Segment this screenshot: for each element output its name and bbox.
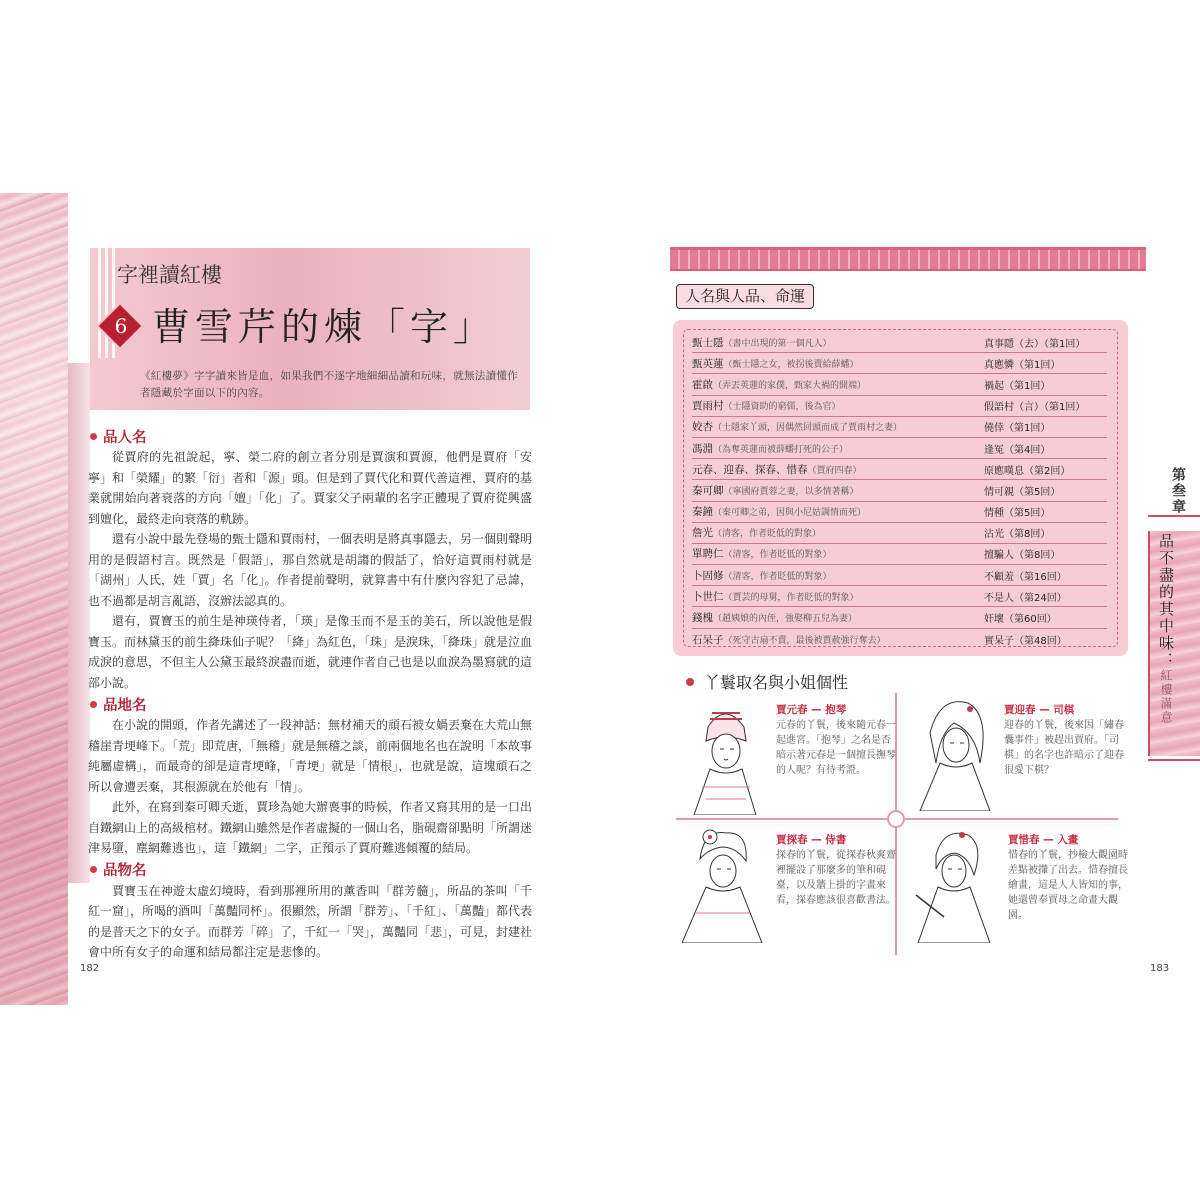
chapter-tab-text [1156, 533, 1177, 725]
character-desc: （弄丟英蓮的家僕，甄家大禍的開端） [713, 380, 867, 391]
name-meaning: 不顧羞（第16回） [984, 571, 1067, 583]
maid-caption-text: 探春的丫鬟，從探春秋爽齋裡擺設了那麼多的筆和硯臺，以及牆上掛的字畫來看，探春應該很喜歡書法。 [776, 850, 896, 906]
names-table-row [692, 502, 1107, 523]
page-title: 曹雪芹的煉「字」 [152, 305, 497, 349]
character-name: 賈雨村 [692, 400, 724, 413]
character-desc: （清客，作者貶低的對象） [723, 571, 832, 582]
name-cell [692, 483, 984, 498]
header-kicker: 字裡讀紅樓 [117, 263, 222, 287]
character-name: 元春、迎春、探春、惜春 [692, 463, 808, 476]
character-name: 甄英蓮 [692, 357, 724, 370]
maid-caption-title: 賈惜春 — 入畫 [1008, 834, 1079, 846]
names-table-row [692, 523, 1107, 544]
book-spread [0, 193, 1200, 1005]
page-number-right: 183 [1150, 963, 1170, 974]
paragraph: 在小說的開頭，作者先講述了一段神話：無材補天的頑石被女媧丟棄在大荒山無稽崖青埂峰下。「荒」即荒唐，「無稽」就是無稽之談，前兩個地名也在說明「本故事純屬虛構」，而最奇的卻是這青埂峰，「青埂」就是「情根」，也就是說，這塊頑石之所以會遭丟棄，其根源就在於他有「情」。 [88, 718, 533, 794]
name-cell [692, 441, 984, 456]
character-desc: （士隱資助的窮儒，後為官） [723, 402, 841, 413]
character-desc: （趙姨娘的內侄，強娶柳五兒為妻） [713, 614, 858, 625]
name-cell [692, 504, 984, 519]
names-table-row [692, 353, 1107, 374]
names-table-row [692, 332, 1107, 353]
character-name: 姣杏 [692, 421, 713, 434]
section-title-text: 品物名 [103, 863, 147, 879]
maid-section-title-text: 丫鬟取名與小姐個性 [704, 673, 849, 692]
name-cell [692, 525, 984, 540]
maid-caption-title: 賈探春 — 侍書 [776, 834, 847, 846]
names-table-row [692, 374, 1107, 395]
character-name: 馮淵 [692, 442, 713, 455]
character-desc: （士隱家丫頭，因偶然回頭而成了賈雨村之妻） [713, 423, 903, 434]
name-meaning: 禍起（第1回） [984, 380, 1051, 392]
character-desc: （書中出現的第一個凡人） [723, 338, 832, 349]
names-table-row [692, 629, 1107, 650]
name-meaning: 不是人（第24回） [984, 592, 1067, 604]
character-name: 甄士隱 [692, 336, 724, 349]
paragraph: 此外，在寫到秦可卿夭逝，賈珍為她大辦喪事的時候，作者又寫其用的是一口出自鐵網山上的高級棺材。鐵網山雖然是作者虛擬的一個山名，脂硯齋卻點明「所謂迷津易墮，塵網難逃也」，這「鐵網」二字，正預示了賈府難逃傾覆的結局。 [88, 800, 533, 855]
character-name: 卜世仁 [692, 590, 724, 603]
paragraph: 賈寶玉在神遊太虛幻境時，看到那裡所用的薰香叫「群芳髓」，所品的茶叫「千紅一窟」，所喝的酒叫「萬豔同杯」。很顯然，所謂「群芳」、「千紅」、「萬豔」都代表的是普天之下的女子。而群芳「碎」了，千紅一「哭」，萬豔同「悲」，可見，封建社會中所有女子的命運和結局都注定是悲慘的。 [88, 883, 533, 959]
name-meaning: 原應嘆息（第2回） [984, 465, 1071, 477]
character-name: 秦可卿 [692, 484, 724, 497]
chapter-label: 第叁章 [1170, 467, 1186, 515]
bullet-dot-icon [90, 433, 97, 440]
names-table-inner [683, 329, 1118, 647]
section-title-text: 品地名 [103, 697, 147, 714]
names-table-row [692, 544, 1107, 565]
maid-caption [776, 833, 896, 908]
divider-center-ornament [887, 810, 905, 828]
section-number: 6 [114, 314, 128, 338]
name-meaning: 沾光（第8回） [984, 529, 1051, 541]
name-cell [692, 546, 984, 561]
maid-caption-text: 惜春的丫鬟，抄檢大觀園時差點被攆了出去。惜春擅長繪畫，這是人人皆知的事，她還曾奉賈母之命畫大觀園。 [1008, 850, 1128, 921]
maid-caption-title: 賈元春 — 抱琴 [776, 704, 847, 716]
name-cell [692, 377, 984, 392]
page-number-left: 182 [80, 963, 100, 974]
name-cell [692, 462, 984, 477]
name-meaning: 擅騙人（第8回） [984, 550, 1061, 562]
names-table-row [692, 607, 1107, 628]
name-meaning: 僥倖（第1回） [984, 423, 1051, 435]
name-cell [692, 356, 984, 371]
chapter-tab-main: 品不盡的其中味： [1157, 533, 1175, 669]
name-cell [692, 398, 984, 413]
portrait-illustration [676, 825, 766, 943]
paragraph: 還有，賈寶玉的前生是神瑛侍者，「瑛」是像玉而不是玉的美石，所以說他是假寶玉。而林黛玉的前生絳珠仙子呢？「絳」為紅色，「珠」是淚珠，「絳珠」就是泣血成淚的意思，不但主人公黛玉最終淚盡而逝，就連作者自己也是以血淚為墨寫就的這部小說。 [88, 614, 533, 690]
name-cell [692, 335, 984, 350]
name-cell [692, 568, 984, 583]
name-cell [692, 632, 984, 647]
bullet-dot-icon [90, 701, 97, 708]
section-header [90, 248, 530, 410]
names-table-row [692, 586, 1107, 607]
character-desc: （死守古扇不賣，最後被賈赦強行奪去） [723, 635, 886, 646]
section-title-people [88, 425, 532, 447]
character-desc: （清客，作者貶低的對象） [723, 550, 832, 561]
character-name: 卜固修 [692, 569, 724, 582]
character-name: 霍啟 [692, 378, 713, 391]
character-name: 詹光 [692, 527, 713, 540]
bullet-dot-icon [686, 678, 694, 686]
character-name: 單聘仁 [692, 548, 724, 561]
character-desc: （為奪英蓮而被薛蟠打死的公子） [713, 444, 849, 455]
maid-card [676, 825, 896, 945]
maid-caption [1004, 703, 1124, 778]
maid-caption-text: 迎春的丫鬟，後來因「繡春囊事件」被趕出賈府。「司棋」的名字也許暗示了迎春很愛下棋？ [1004, 720, 1124, 776]
character-name: 錢槐 [692, 612, 713, 625]
character-desc: （秦可卿之弟，因與小尼姑調情而死） [713, 508, 867, 519]
names-table [673, 320, 1128, 656]
decorative-painting-strip [0, 193, 68, 1005]
name-meaning: 真事隱（去）（第1回） [984, 338, 1086, 350]
names-table-row [692, 438, 1107, 459]
header-intro: 《紅樓夢》字字讀來皆是血，如果我們不逐字地細細品讀和玩味，就無法讀懂作者隱藏於字面以下的內容。 [140, 370, 518, 399]
names-table-row [692, 396, 1107, 417]
name-cell [692, 419, 984, 434]
left-body [88, 425, 532, 963]
name-meaning: 奸壞（第60回） [984, 614, 1057, 626]
name-meaning: 真應憐（第1回） [984, 359, 1061, 371]
character-desc: （甄士隱之女，被拐後賣給薛蟠） [723, 359, 859, 370]
decorative-scene [68, 363, 90, 883]
names-table-label: 人名與人品、命運 [676, 284, 814, 309]
maid-card [908, 693, 1124, 813]
section-title-objects [88, 859, 532, 881]
names-table-row [692, 459, 1107, 480]
chapter-tab-sub: 紅樓滿意 [1159, 669, 1173, 725]
portrait-illustration [680, 697, 770, 815]
names-table-row [692, 417, 1107, 438]
maid-card [908, 825, 1128, 945]
maid-caption [776, 703, 896, 778]
bullet-dot-icon [90, 866, 97, 873]
name-meaning: 假語村（言）（第1回） [984, 402, 1086, 414]
side-tab-rule [1148, 759, 1200, 761]
character-name: 石呆子 [692, 633, 724, 646]
name-meaning: 情種（第5回） [984, 508, 1051, 520]
name-meaning: 情可親（第5回） [984, 486, 1061, 498]
character-desc: （賈芸的母舅，作者貶低的對象） [723, 592, 859, 603]
maid-caption-text: 元春的丫鬟，後來隨元春一起進宮。「抱琴」之名是否暗示著元春是一個擅長撫琴的人呢？有待考證。 [776, 720, 896, 776]
paragraph: 從賈府的先祖說起，寧、榮二府的創立者分別是賈演和賈源，他們是賈府「安寧」和「榮耀」的繁「衍」者和「源」頭。但是到了賈代化和賈代善這裡，賈府的基業就開始向著衰落的方向「嬗」「化」了。賈家父子兩輩的名字正體現了賈府從興盛到嬗化，最終走向衰落的軌跡。 [88, 450, 533, 526]
name-cell [692, 589, 984, 604]
maid-caption [1008, 833, 1128, 923]
character-desc: （寧國府賈蓉之妻，以多情著稱） [723, 486, 859, 497]
portrait-illustration [910, 693, 1000, 811]
name-cell [692, 610, 984, 625]
name-meaning: 實呆子（第48回） [984, 635, 1067, 647]
section-title-places [88, 693, 532, 715]
names-table-row [692, 565, 1107, 586]
decorative-top-band [670, 247, 1146, 271]
character-desc: （賈府四春） [807, 465, 862, 476]
section-title-text: 品人名 [103, 429, 147, 446]
names-table-row [692, 480, 1107, 501]
maid-caption-title: 賈迎春 — 司棋 [1004, 704, 1075, 716]
maid-section-title [686, 670, 848, 693]
side-tab-rule [1148, 515, 1200, 517]
portrait-illustration [908, 825, 998, 943]
character-desc: （清客，作者貶低的對象） [713, 529, 822, 540]
maid-card [676, 693, 896, 813]
character-name: 秦鐘 [692, 506, 713, 519]
name-meaning: 逢冤（第4回） [984, 444, 1051, 456]
paragraph: 還有小說中最先登場的甄士隱和賈雨村，一個表明是將真事隱去，另一個則聲明用的是假語村言。既然是「假語」，那自然就是胡謅的假話了，恰好這賈雨村就是「湖州」人氏，姓「賈」名「化」。作者提前聲明，就算書中有什麼內容犯了忌諱，也不過都是胡言亂語，沒辦法認真的。 [88, 532, 533, 608]
maid-grid [676, 693, 1128, 955]
